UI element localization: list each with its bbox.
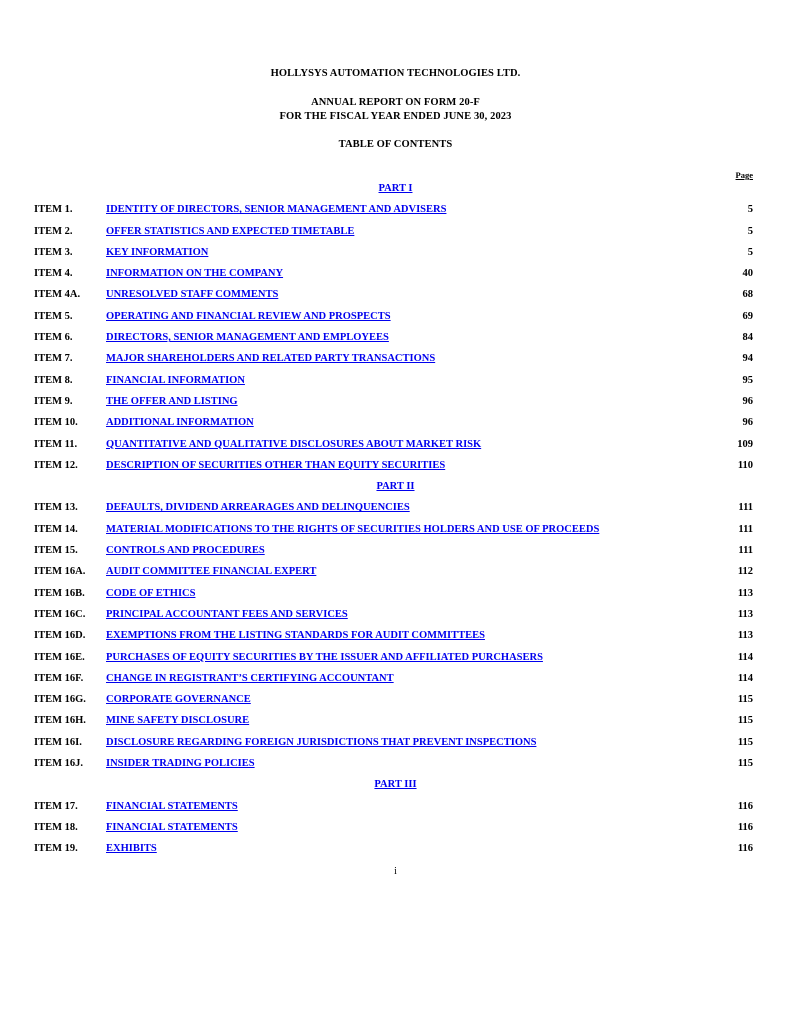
item-page-number: 111 xyxy=(738,523,753,535)
item-title-link[interactable]: FINANCIAL STATEMENTS xyxy=(106,800,238,812)
page-number: i xyxy=(394,866,397,877)
item-page-number: 40 xyxy=(742,268,753,280)
item-number: ITEM 9. xyxy=(34,395,73,407)
item-page-number: 115 xyxy=(737,694,753,706)
item-number: ITEM 6. xyxy=(34,332,73,344)
toc-row xyxy=(0,732,791,753)
item-title-link[interactable]: THE OFFER AND LISTING xyxy=(106,395,238,407)
item-number: ITEM 13. xyxy=(34,502,78,514)
toc-row xyxy=(0,710,791,731)
item-page-number: 94 xyxy=(742,353,753,365)
toc-row xyxy=(0,263,791,284)
item-title-link[interactable]: MATERIAL MODIFICATIONS TO THE RIGHTS OF SECURITIES HOLDERS AND USE OF PROCEEDS xyxy=(106,523,600,535)
toc-row xyxy=(0,284,791,305)
item-number: ITEM 11. xyxy=(34,438,78,450)
item-page-number: 116 xyxy=(737,843,753,855)
part-link[interactable]: PART III xyxy=(374,779,417,791)
toc-row xyxy=(0,327,791,348)
toc-row xyxy=(0,796,791,817)
toc-row xyxy=(0,348,791,369)
item-title-link[interactable]: DEFAULTS, DIVIDEND ARREARAGES AND DELINQUENCIES xyxy=(106,502,410,514)
part-link[interactable]: PART I xyxy=(378,183,413,194)
toc-row xyxy=(0,753,791,774)
item-title-link[interactable]: CHANGE IN REGISTRANT’S CERTIFYING ACCOUNTANT xyxy=(106,672,394,684)
item-page-number: 114 xyxy=(737,651,753,663)
item-number: ITEM 16E. xyxy=(34,651,85,663)
item-title-link[interactable]: DISCLOSURE REGARDING FOREIGN JURISDICTIONS THAT PREVENT INSPECTIONS xyxy=(106,736,537,748)
item-number: ITEM 10. xyxy=(34,417,78,429)
toc-row xyxy=(0,625,791,646)
item-number: ITEM 17. xyxy=(34,800,78,812)
fiscal-year-line: FOR THE FISCAL YEAR ENDED JUNE 30, 2023 xyxy=(279,111,512,122)
item-number: ITEM 16G. xyxy=(34,694,86,706)
item-page-number: 113 xyxy=(737,630,753,642)
toc-row xyxy=(0,455,791,476)
item-number: ITEM 5. xyxy=(34,310,73,322)
toc-row xyxy=(0,434,791,455)
toc-row xyxy=(0,604,791,625)
item-page-number: 115 xyxy=(737,758,753,770)
item-page-number: 95 xyxy=(742,374,753,386)
toc-row xyxy=(0,838,791,859)
toc-row xyxy=(0,199,791,220)
toc-row xyxy=(0,668,791,689)
toc-row xyxy=(0,583,791,604)
item-page-number: 112 xyxy=(737,566,753,578)
item-page-number: 110 xyxy=(737,459,753,471)
item-title-link[interactable]: OFFER STATISTICS AND EXPECTED TIMETABLE xyxy=(106,225,355,237)
toc-row xyxy=(0,221,791,242)
toc-row xyxy=(0,519,791,540)
item-page-number: 68 xyxy=(742,289,753,301)
company-name: HOLLYSYS AUTOMATION TECHNOLOGIES LTD. xyxy=(270,68,521,79)
toc-row xyxy=(0,391,791,412)
item-title-link[interactable]: CONTROLS AND PROCEDURES xyxy=(106,545,265,557)
item-page-number: 113 xyxy=(737,587,753,599)
item-number: ITEM 16B. xyxy=(34,587,85,599)
toc-row xyxy=(0,689,791,710)
item-page-number: 96 xyxy=(742,395,753,407)
item-page-number: 111 xyxy=(738,502,753,514)
item-page-number: 109 xyxy=(737,438,753,450)
item-title-link[interactable]: OPERATING AND FINANCIAL REVIEW AND PROSPECTS xyxy=(106,310,391,322)
item-title-link[interactable]: AUDIT COMMITTEE FINANCIAL EXPERT xyxy=(106,566,317,578)
toc-row xyxy=(0,497,791,518)
item-page-number: 84 xyxy=(742,332,753,344)
item-number: ITEM 16H. xyxy=(34,715,86,727)
item-page-number: 111 xyxy=(738,545,753,557)
item-title-link[interactable]: PURCHASES OF EQUITY SECURITIES BY THE ISSUER AND AFFILIATED PURCHASERS xyxy=(106,651,543,663)
item-title-link[interactable]: ADDITIONAL INFORMATION xyxy=(106,417,254,429)
item-number: ITEM 16A. xyxy=(34,566,86,578)
item-title-link[interactable]: DIRECTORS, SENIOR MANAGEMENT AND EMPLOYEES xyxy=(106,332,389,344)
toc-heading: TABLE OF CONTENTS xyxy=(338,139,453,150)
table-of-contents xyxy=(0,178,791,860)
item-number: ITEM 1. xyxy=(34,204,73,216)
item-number: ITEM 8. xyxy=(34,374,73,386)
item-title-link[interactable]: EXHIBITS xyxy=(106,843,157,855)
item-title-link[interactable]: KEY INFORMATION xyxy=(106,246,209,258)
item-number: ITEM 19. xyxy=(34,843,78,855)
part-heading xyxy=(0,476,791,497)
toc-row xyxy=(0,242,791,263)
item-page-number: 113 xyxy=(737,608,753,620)
part-heading xyxy=(0,774,791,795)
item-number: ITEM 15. xyxy=(34,545,78,557)
item-title-link[interactable]: INFORMATION ON THE COMPANY xyxy=(106,268,284,280)
item-page-number: 115 xyxy=(737,736,753,748)
item-title-link[interactable]: QUANTITATIVE AND QUALITATIVE DISCLOSURES ABOUT MARKET RISK xyxy=(106,438,482,450)
item-title-link[interactable]: FINANCIAL STATEMENTS xyxy=(106,821,238,833)
item-number: ITEM 14. xyxy=(34,523,78,535)
toc-row xyxy=(0,412,791,433)
item-number: ITEM 7. xyxy=(34,353,73,365)
item-number: ITEM 16D. xyxy=(34,630,86,642)
item-page-number: 114 xyxy=(737,672,753,684)
item-number: ITEM 16J. xyxy=(34,758,84,770)
part-heading xyxy=(0,178,791,199)
item-page-number: 69 xyxy=(742,310,753,322)
item-number: ITEM 18. xyxy=(34,821,78,833)
toc-row xyxy=(0,306,791,327)
toc-row xyxy=(0,370,791,391)
item-page-number: 5 xyxy=(747,225,753,237)
item-title-link[interactable]: MINE SAFETY DISCLOSURE xyxy=(106,715,250,727)
page-column-header: Page xyxy=(735,170,753,180)
item-page-number: 116 xyxy=(737,800,753,812)
item-title-link[interactable]: FINANCIAL INFORMATION xyxy=(106,374,245,386)
item-title-link[interactable]: CODE OF ETHICS xyxy=(106,587,196,599)
item-title-link[interactable]: CORPORATE GOVERNANCE xyxy=(106,694,251,706)
item-number: ITEM 2. xyxy=(34,225,73,237)
item-title-link[interactable]: PRINCIPAL ACCOUNTANT FEES AND SERVICES xyxy=(106,608,348,620)
part-link[interactable]: PART II xyxy=(376,481,415,493)
item-title-link[interactable]: DESCRIPTION OF SECURITIES OTHER THAN EQUITY SECURITIES xyxy=(106,459,446,471)
item-number: ITEM 4. xyxy=(34,268,73,280)
item-page-number: 96 xyxy=(742,417,753,429)
item-page-number: 115 xyxy=(737,715,753,727)
item-title-link[interactable]: MAJOR SHAREHOLDERS AND RELATED PARTY TRANSACTIONS xyxy=(106,353,436,365)
item-number: ITEM 16C. xyxy=(34,608,86,620)
item-title-link[interactable]: EXEMPTIONS FROM THE LISTING STANDARDS FOR AUDIT COMMITTEES xyxy=(106,630,485,642)
toc-row xyxy=(0,561,791,582)
item-number: ITEM 16F. xyxy=(34,672,84,684)
item-number: ITEM 12. xyxy=(34,459,78,471)
item-title-link[interactable]: INSIDER TRADING POLICIES xyxy=(106,758,255,770)
item-number: ITEM 16I. xyxy=(34,736,82,748)
item-page-number: 5 xyxy=(747,204,753,216)
item-title-link[interactable]: UNRESOLVED STAFF COMMENTS xyxy=(106,289,279,301)
report-title: ANNUAL REPORT ON FORM 20-F xyxy=(311,97,480,108)
item-page-number: 5 xyxy=(747,246,753,258)
item-number: ITEM 3. xyxy=(34,246,73,258)
toc-row xyxy=(0,540,791,561)
item-title-link[interactable]: IDENTITY OF DIRECTORS, SENIOR MANAGEMENT AND ADVISERS xyxy=(106,204,447,216)
toc-row xyxy=(0,817,791,838)
item-number: ITEM 4A. xyxy=(34,289,81,301)
toc-row xyxy=(0,647,791,668)
item-page-number: 116 xyxy=(737,821,753,833)
